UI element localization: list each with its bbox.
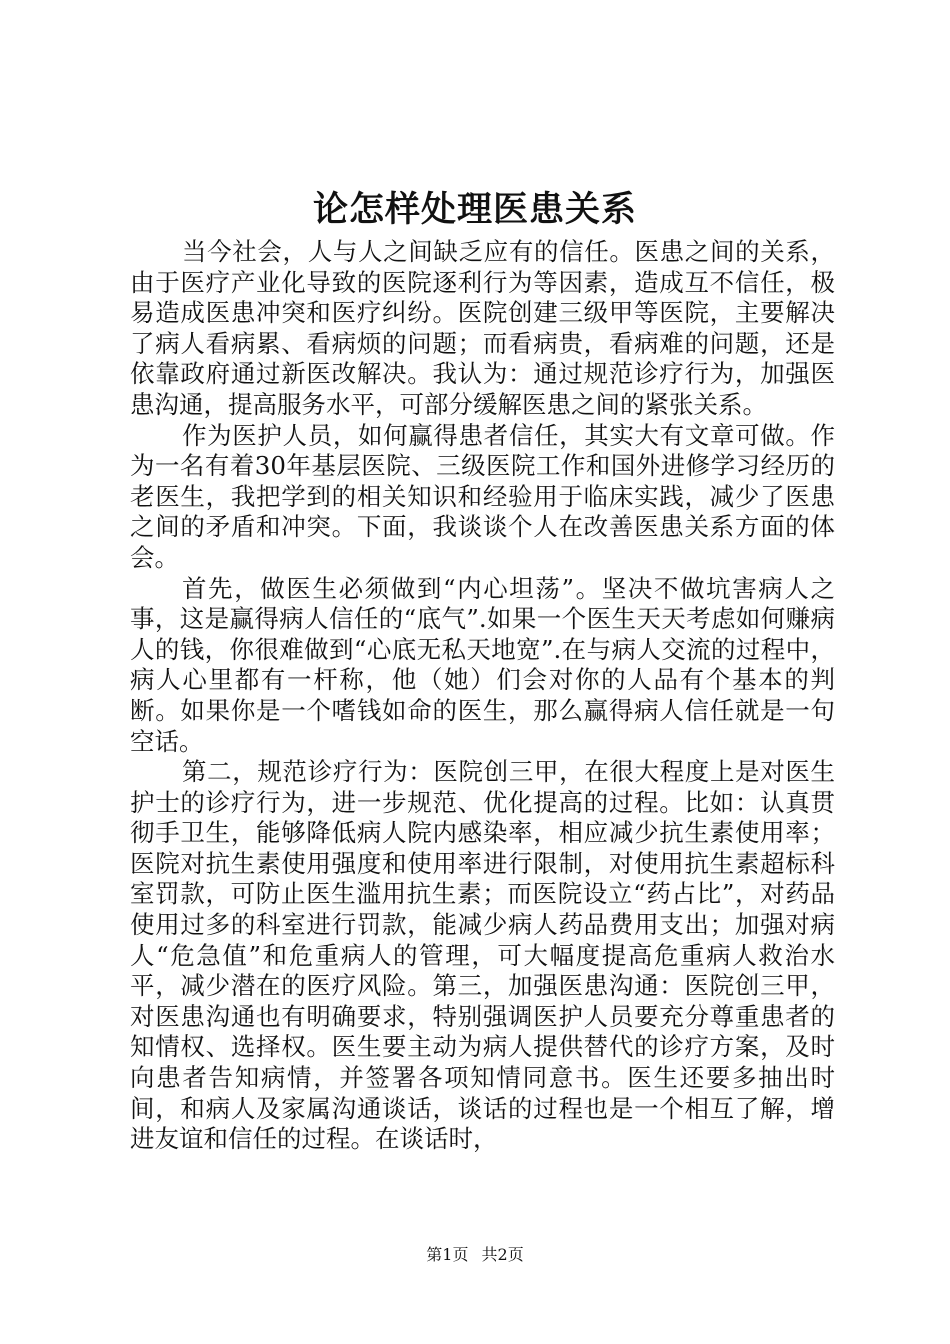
page-total: 共2页 xyxy=(481,1245,524,1264)
paragraph: 首先，做医生必须做到“内心坦荡”。坚决不做坑害病人之事，这是赢得病人信任的“底气”.如果一个医生天天考虑如何赚病人的钱，你很难做到“心底无私天地宽”.在与病人交流的过程中，病人心里都有一杆称，他（她）们会对你的人品有个基本的判断。如果你是一个嗜钱如命的医生，那么赢得病人信任就是一句空话。 xyxy=(130,573,835,756)
document-title: 论怎样处理医患关系 xyxy=(312,189,637,230)
paragraph: 第二，规范诊疗行为：医院创三甲，在很大程度上是对医生护士的诊疗行为，进一步规范、优化提高的过程。比如：认真贯彻手卫生，能够降低病人院内感染率，相应减少抗生素使用率；医院对抗生素使用强度和使用率进行限制，对使用抗生素超标科室罚款，可防止医生滥用抗生素；而医院设立“药占比”，对药品使用过多的科室进行罚款，能减少病人药品费用支出；加强对病人“危急值”和危重病人的管理，可大幅度提高危重病人救治水平，减少潜在的医疗风险。第三，加强医患沟通：医院创三甲，对医患沟通也有明确要求，特别强调医护人员要充分尊重患者的知情权、选择权。医生要主动为病人提供替代的诊疗方案，及时向患者告知病情，并签署各项知情同意书。医生还要多抽出时间，和病人及家属沟通谈话，谈话的过程也是一个相互了解，增进友谊和信任的过程。在谈话时， xyxy=(130,757,835,1154)
paragraph: 作为医护人员，如何赢得患者信任，其实大有文章可做。作为一名有着30年基层医院、三级医院工作和国外进修学习经历的老医生，我把学到的相关知识和经验用于临床实践，减少了医患之间的矛盾和冲突。下面，我谈谈个人在改善医患关系方面的体会。 xyxy=(130,420,835,572)
page-footer xyxy=(0,1244,950,1266)
paragraph: 当今社会，人与人之间缺乏应有的信任。医患之间的关系，由于医疗产业化导致的医院逐利行为等因素，造成互不信任，极易造成医患冲突和医疗纠纷。医院创建三级甲等医院，主要解决了病人看病累、看病烦的问题；而看病贵，看病难的问题，还是依靠政府通过新医改解决。我认为：通过规范诊疗行为，加强医患沟通，提高服务水平，可部分缓解医患之间的紧张关系。 xyxy=(130,237,835,419)
document-body xyxy=(130,237,835,1155)
page-number: 第1页 xyxy=(426,1245,469,1264)
